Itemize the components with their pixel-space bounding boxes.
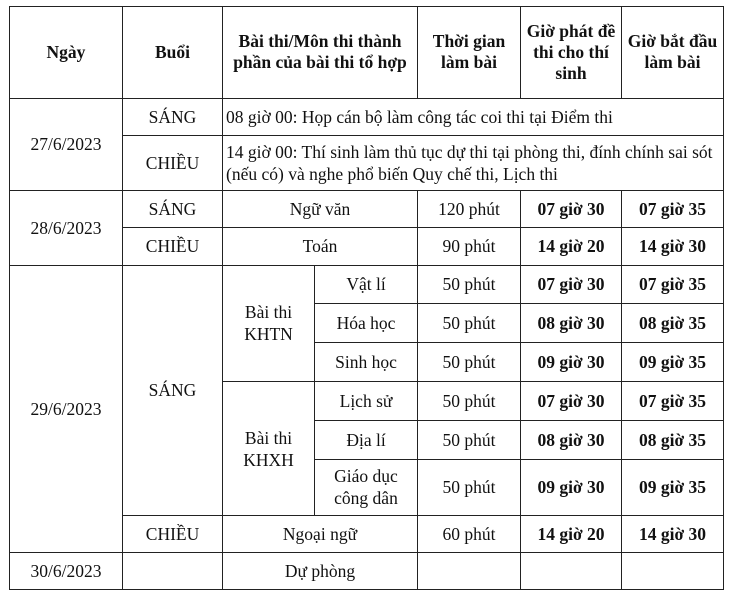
duration-cell: 90 phút	[418, 228, 521, 266]
note-cell: 14 giờ 00: Thí sinh làm thủ tục dự thi tại phòng thi, đính chính sai sót (nếu có) và nghe phổ biến Quy chế thi, Lịch thi	[223, 136, 724, 190]
start-time-cell: 09 giờ 35	[622, 459, 724, 515]
header-mon: Bài thi/Môn thi thành phần của bài thi tổ hợp	[223, 7, 418, 99]
table-row	[10, 98, 724, 136]
duration-cell: 50 phút	[418, 459, 521, 515]
subject-cell: Vật lí	[315, 265, 418, 304]
table-row	[10, 190, 724, 228]
table-row	[10, 553, 724, 590]
release-time-cell: 08 giờ 30	[521, 420, 622, 459]
date-cell: 28/6/2023	[10, 190, 123, 265]
subject-cell: Ngữ văn	[223, 190, 418, 228]
note-cell: 08 giờ 00: Họp cán bộ làm công tác coi thi tại Điểm thi	[223, 98, 724, 136]
release-time-cell: 09 giờ 30	[521, 342, 622, 382]
subject-cell: Sinh học	[315, 342, 418, 382]
start-time-cell: 07 giờ 35	[622, 265, 724, 304]
release-time-cell: 14 giờ 20	[521, 515, 622, 553]
start-time-cell: 08 giờ 35	[622, 420, 724, 459]
duration-cell: 60 phút	[418, 515, 521, 553]
date-cell: 27/6/2023	[10, 98, 123, 190]
header-row	[10, 7, 724, 99]
subject-cell: Ngoại ngữ	[223, 515, 418, 553]
duration-cell: 50 phút	[418, 342, 521, 382]
empty-cell	[123, 553, 223, 590]
header-gio-bat-dau: Giờ bắt đầu làm bài	[622, 7, 724, 99]
subject-cell: Hóa học	[315, 304, 418, 343]
group-cell-khtn: Bài thi KHTN	[223, 265, 315, 382]
session-cell: CHIỀU	[123, 228, 223, 266]
duration-cell: 50 phút	[418, 265, 521, 304]
start-time-cell: 09 giờ 35	[622, 342, 724, 382]
table-row	[10, 265, 724, 304]
session-cell: SÁNG	[123, 98, 223, 136]
duration-cell: 50 phút	[418, 304, 521, 343]
empty-cell	[622, 553, 724, 590]
duration-cell: 50 phút	[418, 382, 521, 421]
start-time-cell: 07 giờ 35	[622, 382, 724, 421]
release-time-cell: 07 giờ 30	[521, 265, 622, 304]
header-gio-phat: Giờ phát đề thi cho thí sinh	[521, 7, 622, 99]
header-thoi-gian: Thời gian làm bài	[418, 7, 521, 99]
session-cell: CHIỀU	[123, 515, 223, 553]
empty-cell	[418, 553, 521, 590]
release-time-cell: 09 giờ 30	[521, 459, 622, 515]
session-cell: CHIỀU	[123, 136, 223, 190]
subject-cell: Toán	[223, 228, 418, 266]
duration-cell: 120 phút	[418, 190, 521, 228]
duration-cell: 50 phút	[418, 420, 521, 459]
empty-cell	[521, 553, 622, 590]
header-buoi: Buổi	[123, 7, 223, 99]
release-time-cell: 07 giờ 30	[521, 190, 622, 228]
session-cell: SÁNG	[123, 265, 223, 515]
start-time-cell: 14 giờ 30	[622, 515, 724, 553]
release-time-cell: 14 giờ 20	[521, 228, 622, 266]
start-time-cell: 14 giờ 30	[622, 228, 724, 266]
date-cell: 29/6/2023	[10, 265, 123, 553]
exam-schedule-table	[9, 6, 724, 590]
subject-cell: Giáo dục công dân	[315, 459, 418, 515]
release-time-cell: 07 giờ 30	[521, 382, 622, 421]
header-ngay: Ngày	[10, 7, 123, 99]
subject-cell: Lịch sử	[315, 382, 418, 421]
release-time-cell: 08 giờ 30	[521, 304, 622, 343]
session-cell: SÁNG	[123, 190, 223, 228]
note-cell: Dự phòng	[223, 553, 418, 590]
date-cell: 30/6/2023	[10, 553, 123, 590]
start-time-cell: 07 giờ 35	[622, 190, 724, 228]
start-time-cell: 08 giờ 35	[622, 304, 724, 343]
subject-cell: Địa lí	[315, 420, 418, 459]
group-cell-khxh: Bài thi KHXH	[223, 382, 315, 515]
